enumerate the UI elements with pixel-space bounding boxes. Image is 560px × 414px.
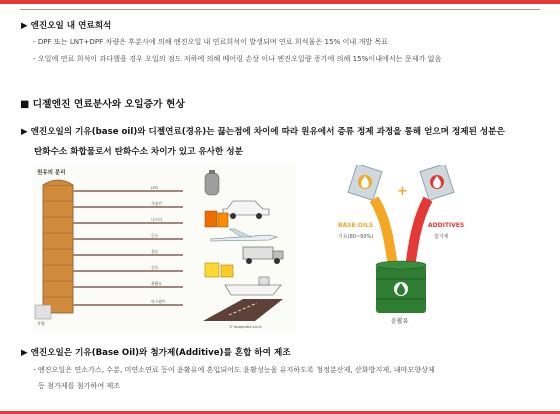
additives-sub: 첨가제 xyxy=(434,234,449,240)
product-label-heavy-oil: 중유 xyxy=(151,265,159,270)
section1-bullet2: - 오일에 연료 희석이 과다했을 경우 오일의 점도 저하에 의해 베어링 손상 이나 엔진오일량 증가에 의해 15%이내에서는 문제가 없음 xyxy=(33,54,442,63)
product-label-lubricant: 윤활유 xyxy=(151,281,163,286)
figure-left-title: 원유의 분리 xyxy=(37,170,66,176)
base-oils-can-icon xyxy=(348,165,382,200)
distillation-figure xyxy=(33,165,296,332)
section3-bullet1: - 엔진오일은 연소가스, 수분, 미연소연료 등이 윤활유에 혼입되어도 윤활성능을 유지하도록 청정분산제, 산화방지제, 내마모향상제 xyxy=(33,365,435,374)
lpg-tank-icon xyxy=(205,170,219,195)
oil-can-icon xyxy=(205,263,233,277)
base-oil-additive-figure xyxy=(330,165,472,327)
plus-sign: + xyxy=(397,184,408,199)
base-oils-sub: 기유(80~90%) xyxy=(338,234,374,240)
product-label-gasoline: 가솔린 xyxy=(151,201,163,206)
distillation-diagram xyxy=(33,165,296,332)
section2-paragraph-line2: 탄화수소 화합물로서 탄화수소 차이가 있고 유사한 성분 xyxy=(34,147,243,157)
additives-can-icon xyxy=(420,165,454,200)
heater-label: 가열 xyxy=(37,321,45,326)
product-label-lpg: LPG xyxy=(151,185,159,190)
section3-title: ▶ 엔진오일은 기유(Base Oil)와 첨가제(Additive)를 혼합 하여 제조 xyxy=(21,348,291,358)
product-label-naphtha: 나프타 xyxy=(151,217,163,222)
section1-bullet1: - DPF 또는 LNT+DPF 차량은 후분사에 의해 엔진오일 내 연료희석이 발생되며 연료 희석율은 15% 이내 개발 목표 xyxy=(33,37,389,46)
chemical-barrel-icon xyxy=(205,211,228,227)
top-accent-bar xyxy=(0,0,560,4)
product-label-diesel: 경유 xyxy=(151,249,159,254)
section1-title: ▶ 엔진오일 내 연료희석 xyxy=(21,21,112,31)
oil-drum-icon xyxy=(376,261,426,313)
figure-credit: © doopedia.co.kr xyxy=(229,324,263,329)
top-divider xyxy=(20,9,540,10)
base-oils-label: BASE OILS xyxy=(338,222,374,229)
drum-label: 윤활유 xyxy=(391,318,409,325)
additives-label: ADDITIVES xyxy=(428,222,465,229)
section2-heading: ■ 디젤엔진 연료분사와 오일증가 현상 xyxy=(20,99,185,110)
base-oil-additive-diagram xyxy=(330,165,472,327)
section3-bullet2: 등 첨가제를 첨가하여 제조 xyxy=(38,381,121,390)
section2-paragraph-line1: ▶ 엔진오일의 기유(base oil)와 디젤연료(경유)는 끓는점에 차이에 따라 원유에서 증류 정제 과정을 통해 얻으며 정제된 성분은 xyxy=(21,127,505,137)
product-label-kerosene: 등유 xyxy=(151,233,159,238)
product-label-asphalt: 아스팔트 xyxy=(151,299,166,304)
